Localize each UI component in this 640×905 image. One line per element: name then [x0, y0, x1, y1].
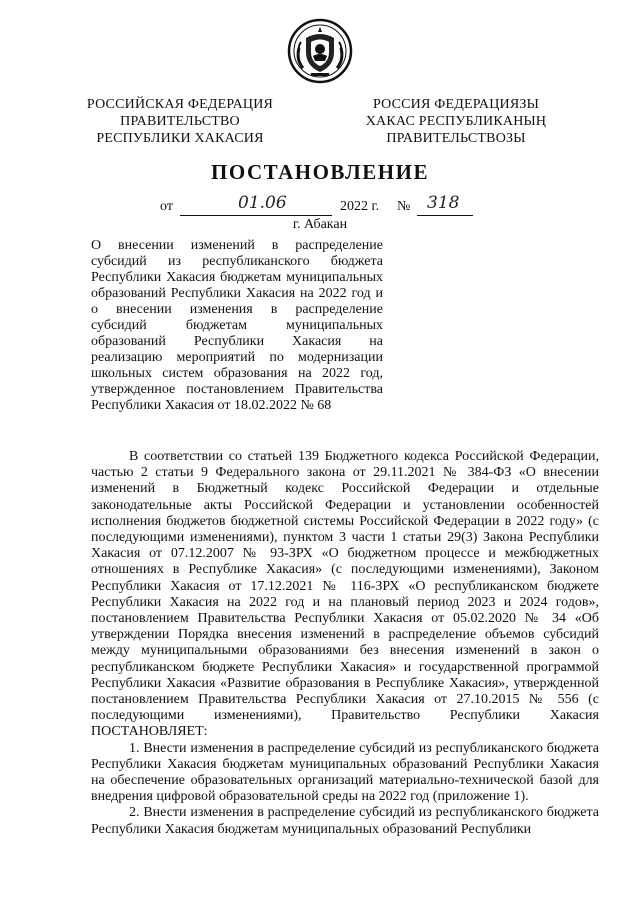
handwritten-number: 318: [427, 193, 460, 213]
header-left-line: РОССИЙСКАЯ ФЕДЕРАЦИЯ: [86, 97, 274, 112]
number-underline: [417, 215, 473, 216]
date-underline: [180, 215, 332, 216]
header-left-block: [80, 96, 280, 147]
document-body: [91, 449, 599, 838]
header-left-line: РЕСПУБЛИКИ ХАКАСИЯ: [96, 131, 264, 146]
body-paragraph: 1. Внести изменения в распределение субсидий из республиканского бюджета Республики Хакасия бюджетам муниципальных образований Республики Хакасия на обеспечение образовательных организаций материально-технической базой для внедрения цифровой образовательной среды на 2022 год (приложение 1).: [91, 740, 599, 805]
year-label: 2022 г.: [340, 199, 380, 214]
number-sign: №: [397, 199, 411, 214]
header-right-line: ХАКАС РЕСПУБЛИКАНЫҢ: [365, 114, 547, 129]
coat-of-arms-emblem: [287, 18, 353, 84]
document-subject: О внесении изменений в распределение субсидий из республиканского бюджета Республики Хакасия бюджетам муниципальных образований Республики Хакасия на 2022 год и о внесении изменения в распределение субсидий бюджетам муниципальных образований Республики Хакасия на реализацию мероприятий по модернизации школьных систем образования на 2022 год, утвержденное постановлением Правительства Республики Хакасия от 18.02.2022 № 68: [91, 238, 383, 413]
body-paragraph: В соответствии со статьей 139 Бюджетного кодекса Российской Федерации, частью 2 статьи 9 Федерального закона от 29.11.2021 № 384-ФЗ «О внесении изменений в Бюджетный кодекс Российской Федерации и отдельные законодательные акты Российской Федерации и установлении особенностей исполнения бюджетов бюджетной системы Российской Федерации в 2022 году» (с последующими изменениями), пунктом 3 части 1 статьи 29(3) Закона Республики Хакасия от 07.12.2007 № 93-ЗРХ «О бюджетном процессе и межбюджетных отношениях в Республике Хакасия» (с последующими изменениями), Законом Республики Хакасия от 17.12.2021 № 116-ЗРХ «О республиканском бюджете Республики Хакасия на 2022 год и на плановый период 2023 и 2024 годов», постановлением Правительства Республики Хакасия от 05.02.2020 № 34 «Об утверждении Порядка внесения изменений в распределение объемов субсидий между муниципальными образованиями без внесения изменений в закон о республиканском бюджете Республики Хакасия» и государственной программой Республики Хакасия «Развитие образования в Республике Хакасия», утвержденной постановлением Правительства Республики Хакасия от 27.10.2015 № 556 (с последующими изменениями), Правительство Республики Хакасия ПОСТАНОВЛЯЕТ:: [91, 449, 599, 740]
header-left-line: ПРАВИТЕЛЬСТВО: [120, 114, 240, 129]
city-line: г. Абакан: [292, 217, 348, 232]
header-right-line: РОССИЯ ФЕДЕРАЦИЯЗЫ: [372, 97, 540, 112]
date-number-line: [0, 193, 640, 219]
header-right-line: ПРАВИТЕЛЬСТВОЗЫ: [386, 131, 526, 146]
document-title: ПОСТАНОВЛЕНИЕ: [211, 160, 429, 184]
date-from-label: от: [160, 199, 173, 214]
header-right-block: [356, 96, 556, 147]
body-paragraph: 2. Внести изменения в распределение субсидий из республиканского бюджета Республики Хакасия бюджетам муниципальных образований Республики: [91, 805, 599, 837]
handwritten-date: 01.06: [238, 193, 287, 213]
